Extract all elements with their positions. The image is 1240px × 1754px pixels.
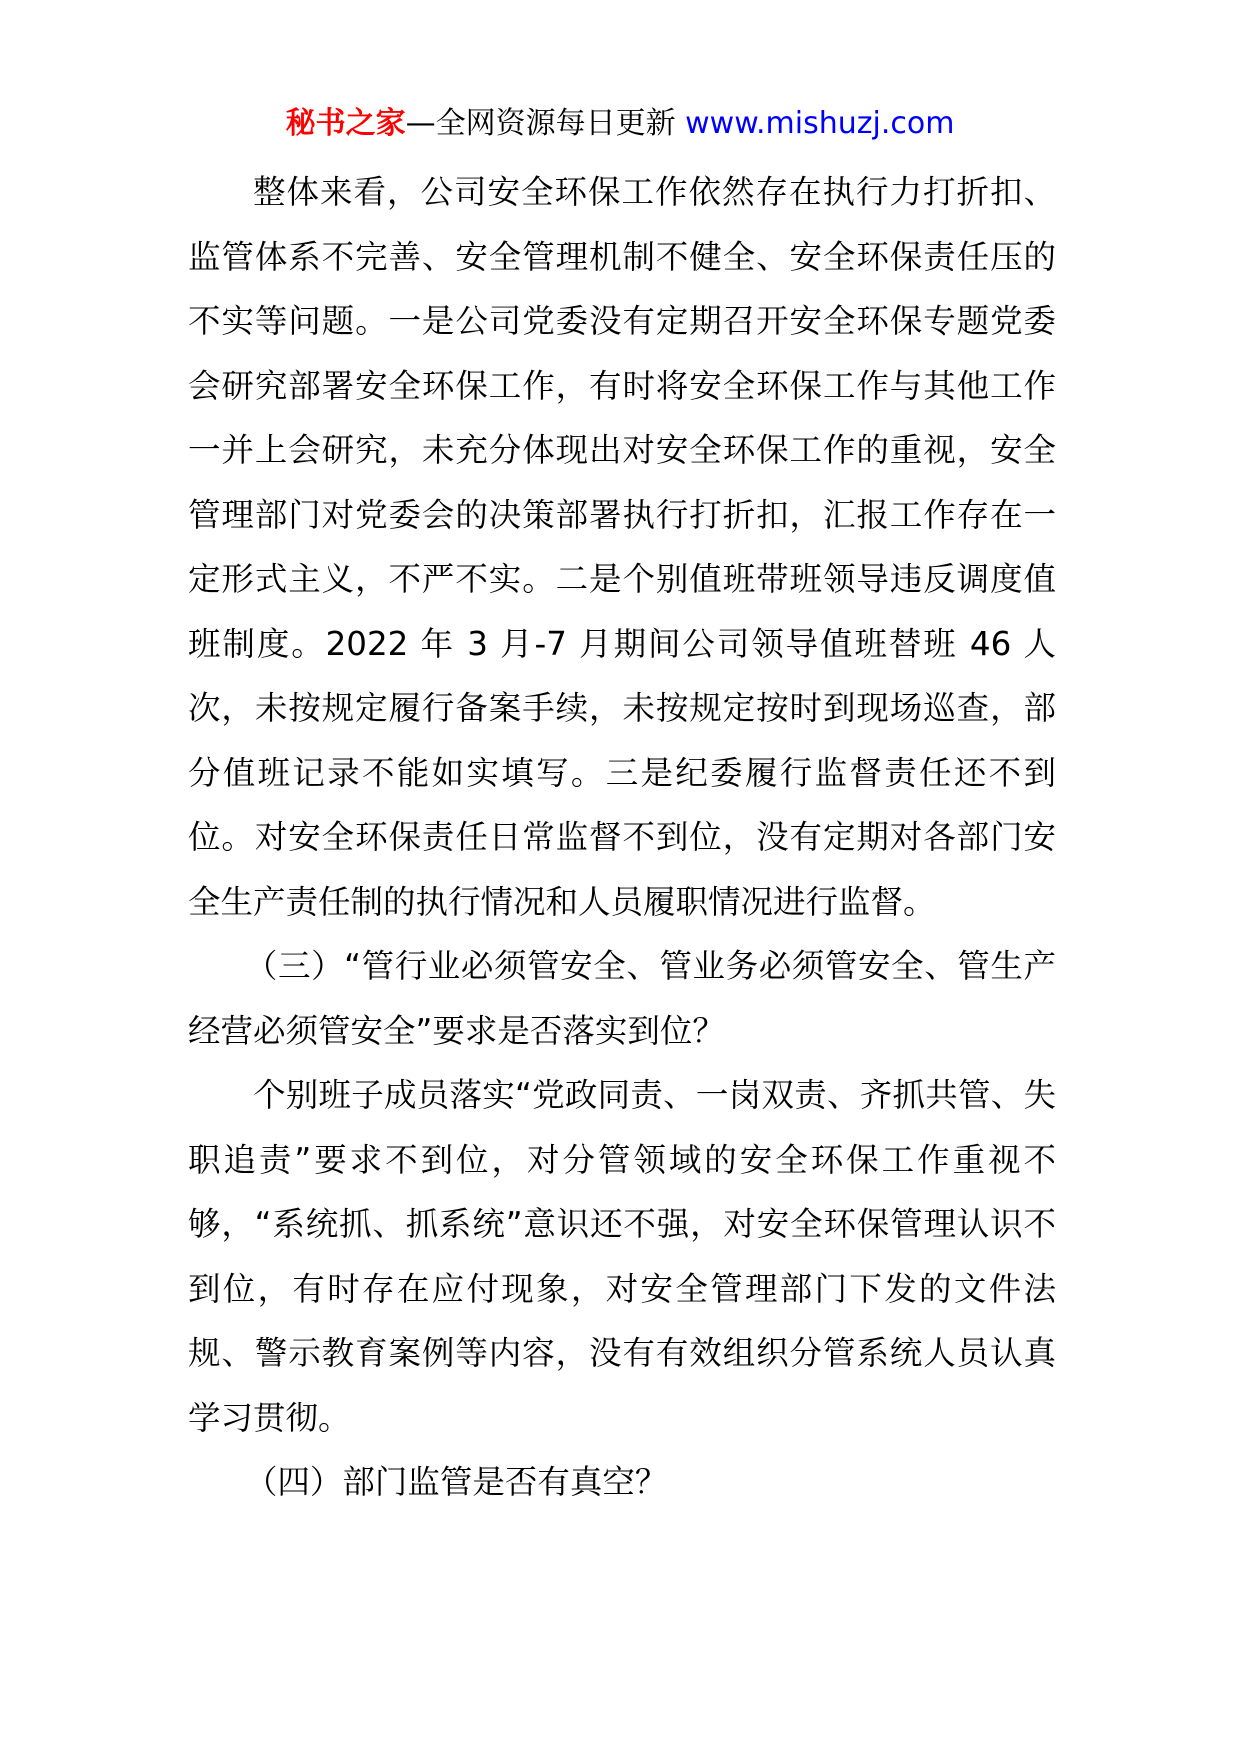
paragraph-section-3: 个别班子成员落实“党政同责、一岗双责、齐抓共管、失职追责”要求不到位，对分管领域的安全环保工作重视不够，“系统抓、抓系统”意识还不强，对安全环保管理认识不到位，有时存在应付现象，对安全管理部门下发的文件法规、警示教育案例等内容，没有有效组织分管系统人员认真学习贯彻。 xyxy=(188,1076,1056,1437)
site-header xyxy=(0,102,1240,146)
section-heading-4: （四）部门监管是否有真空？ xyxy=(244,1463,668,1501)
site-brand: 秘书之家 xyxy=(285,106,406,141)
section-heading-3: （三）“管行业必须管安全、管业务必须管安全、管生产经营必须管安全”要求是否落实到位？ xyxy=(188,947,1056,1050)
site-tagline: —全网资源每日更新 xyxy=(405,106,686,141)
paragraph-summary: 整体来看，公司安全环保工作依然存在执行力打折扣、监管体系不完善、安全管理机制不健全、安全环保责任压的不实等问题。一是公司党委没有定期召开安全环保专题党委会研究部署安全环保工作，有时将安全环保工作与其他工作一并上会研究，未充分体现出对安全环保工作的重视，安全管理部门对党委会的决策部署执行打折扣，汇报工作存在一定形式主义，不严不实。二是个别值班带班领导违反调度值班制度。2022 年 3 月-7 月期间公司领导值班替班 46 人次，未按规定履行备案手续，未按规定按时到现场巡查，部分值班记录不能如实填写。三是纪委履行监督责任还不到位。对安全环保责任日常监督不到位，没有定期对各部门安全生产责任制的执行情况和人员履职情况进行监督。 xyxy=(188,173,1056,921)
site-url-link[interactable]: www.mishuzj.com xyxy=(685,106,955,141)
document-body xyxy=(188,160,1056,1515)
